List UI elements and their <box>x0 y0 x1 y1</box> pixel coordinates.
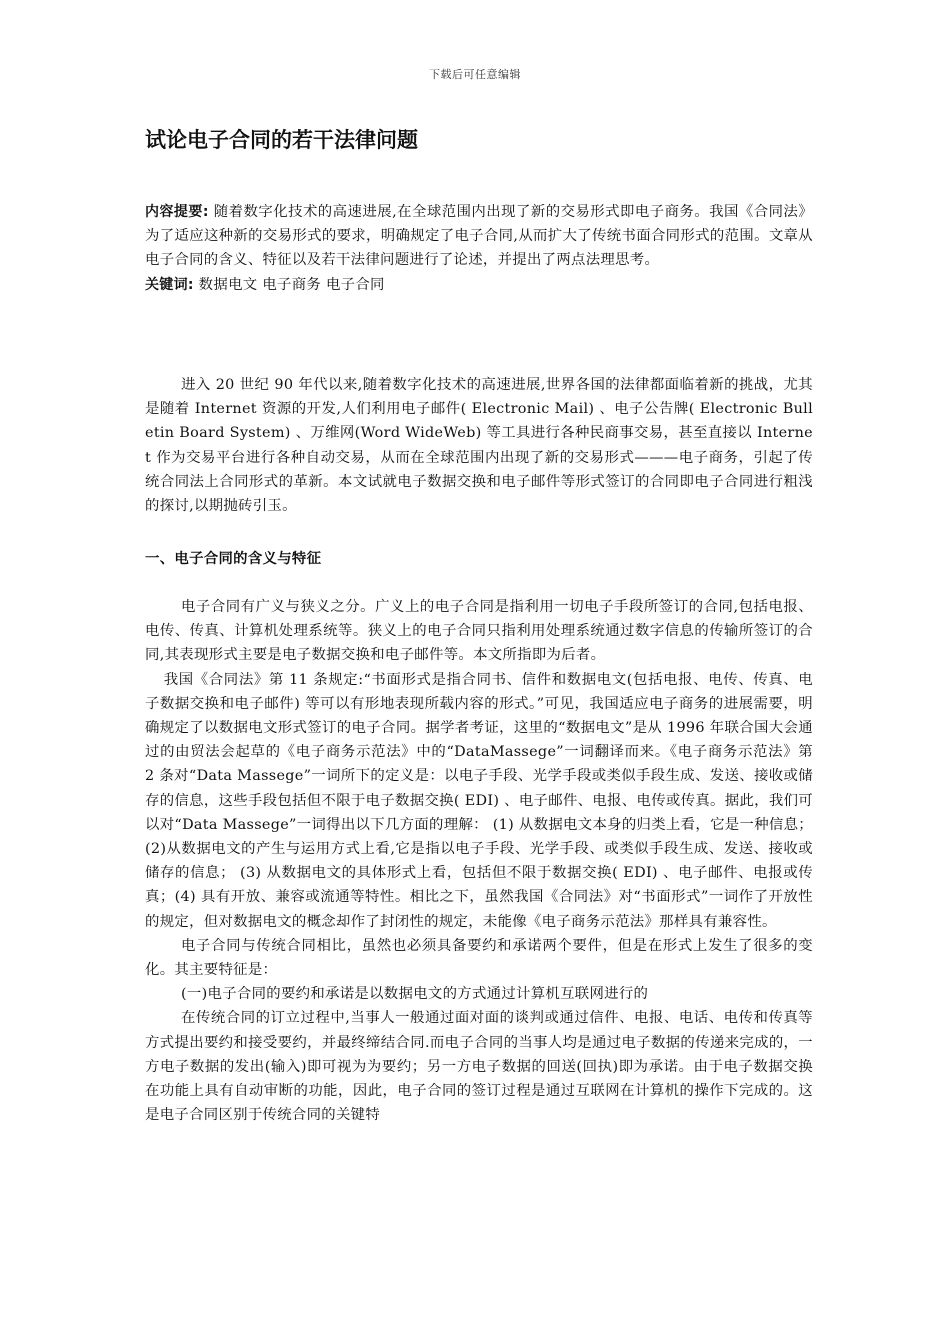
keywords-text: 数据电文 电子商务 电子合同 <box>193 276 385 293</box>
abstract-label: 内容提要: <box>145 204 209 220</box>
intro-block <box>145 373 813 518</box>
abstract-block <box>145 200 813 297</box>
keywords-label: 关键词: <box>145 276 194 293</box>
intro-paragraph: 进入 20 世纪 90 年代以来,随着数字化技术的高速进展,世界各国的法律都面临着新的挑战，尤其是随着 Internet 资源的开发,人们利用电子邮件( Electronic Mail) 、电子公告牌( Electronic Bulletin Board System) 、万维网(Word WideWeb) 等工具进行各种民商事交易，甚至直接以 Internet 作为交易平台进行各种自动交易，从而在全球范围内出现了新的交易形式———电子商务，引起了传统合同法上合同形式的革新。本文试就电子数据交换和电子邮件等形式签订的合同即电子合同进行粗浅的探讨,以期抛砖引玉。 <box>145 377 813 515</box>
section1-paragraph-4: 在传统合同的订立过程中,当事人一般通过面对面的谈判或通过信件、电报、电话、电传和传真等方式提出要约和接受要约，并最终缔结合同.而电子合同的当事人均是通过电子数据的传递来完成的，一方电子数据的发出(输入)即可视为为要约；另一方电子数据的回送(回执)即为承诺。由于电子数据交换在功能上具有自动审断的功能，因此，电子合同的签订过程是通过互联网在计算机的操作下完成的。这是电子合同区别于传统合同的关键特 <box>145 1010 813 1124</box>
section1-paragraph-1: 电子合同有广义与狭义之分。广义上的电子合同是指利用一切电子手段所签订的合同,包括电报、电传、传真、计算机处理系统等。狭义上的电子合同只指利用处理系统通过数字信息的传输所签订的合同,其表现形式主要是电子数据交换和电子邮件等。本文所指即为后者。 <box>145 599 813 664</box>
section1-body <box>145 595 813 1127</box>
section1-subheading: (一)电子合同的要约和承诺是以数据电文的方式通过计算机互联网进行的 <box>181 986 649 1003</box>
abstract-text: 随着数字化技术的高速进展,在全球范围内出现了新的交易形式即电子商务。我国《合同法》为了适应这种新的交易形式的要求，明确规定了电子合同,从而扩大了传统书面合同形式的范围。文章从电子合同的含义、特征以及若干法律问题进行了论述，并提出了两点法理思考。 <box>145 204 813 269</box>
header-note: 下载后可任意编辑 <box>429 68 521 81</box>
page-title: 试论电子合同的若干法律问题 <box>145 128 418 152</box>
abstract-paragraph <box>145 200 813 273</box>
section1-paragraph-2: 我国《合同法》第 11 条规定:“书面形式是指合同书、信件和数据电文(包括电报、电传、传真、电子数据交换和电子邮件) 等可以有形地表现所载内容的形式。”可见，我国适应电子商务的进展需要，明确规定了以数据电文形式签订的电子合同。据学者考证，这里的“数据电文”是从 1996 年联合国大会通过的由贸法会起草的《电子商务示范法》中的“DataMassege”一词翻译而来。《电子商务示范法》第 2 条对“Data Massege”一词所下的定义是：以电子手段、光学手段或类似手段生成、发送、接收或储存的信息，这些手段包括但不限于电子数据交换( EDI) 、电子邮件、电报、电传或传真。据此，我们可以对“Data Massege”一词得出以下几方面的理解： (1) 从数据电文本身的归类上看，它是一种信息； (2)从数据电文的产生与运用方式上看,它是指以电子手段、光学手段、或类似手段生成、发送、接收或储存的信息； (3) 从数据电文的具体形式上看，包括但不限于数据交换( EDI) 、电子邮件、电报或传真；(4) 具有开放、兼容或流通等特性。相比之下，虽然我国《合同法》对“书面形式”一词作了开放性的规定，但对数据电文的概念却作了封闭性的规定，未能像《电子商务示范法》那样具有兼容性。 <box>145 671 813 930</box>
section-heading: 一、电子合同的含义与特征 <box>145 551 322 567</box>
section-heading-block <box>145 547 813 571</box>
section1-paragraph-3: 电子合同与传统合同相比，虽然也必须具备要约和承诺两个要件，但是在形式上发生了很多的变化。其主要特征是： <box>145 937 813 979</box>
keywords-paragraph <box>145 273 813 297</box>
